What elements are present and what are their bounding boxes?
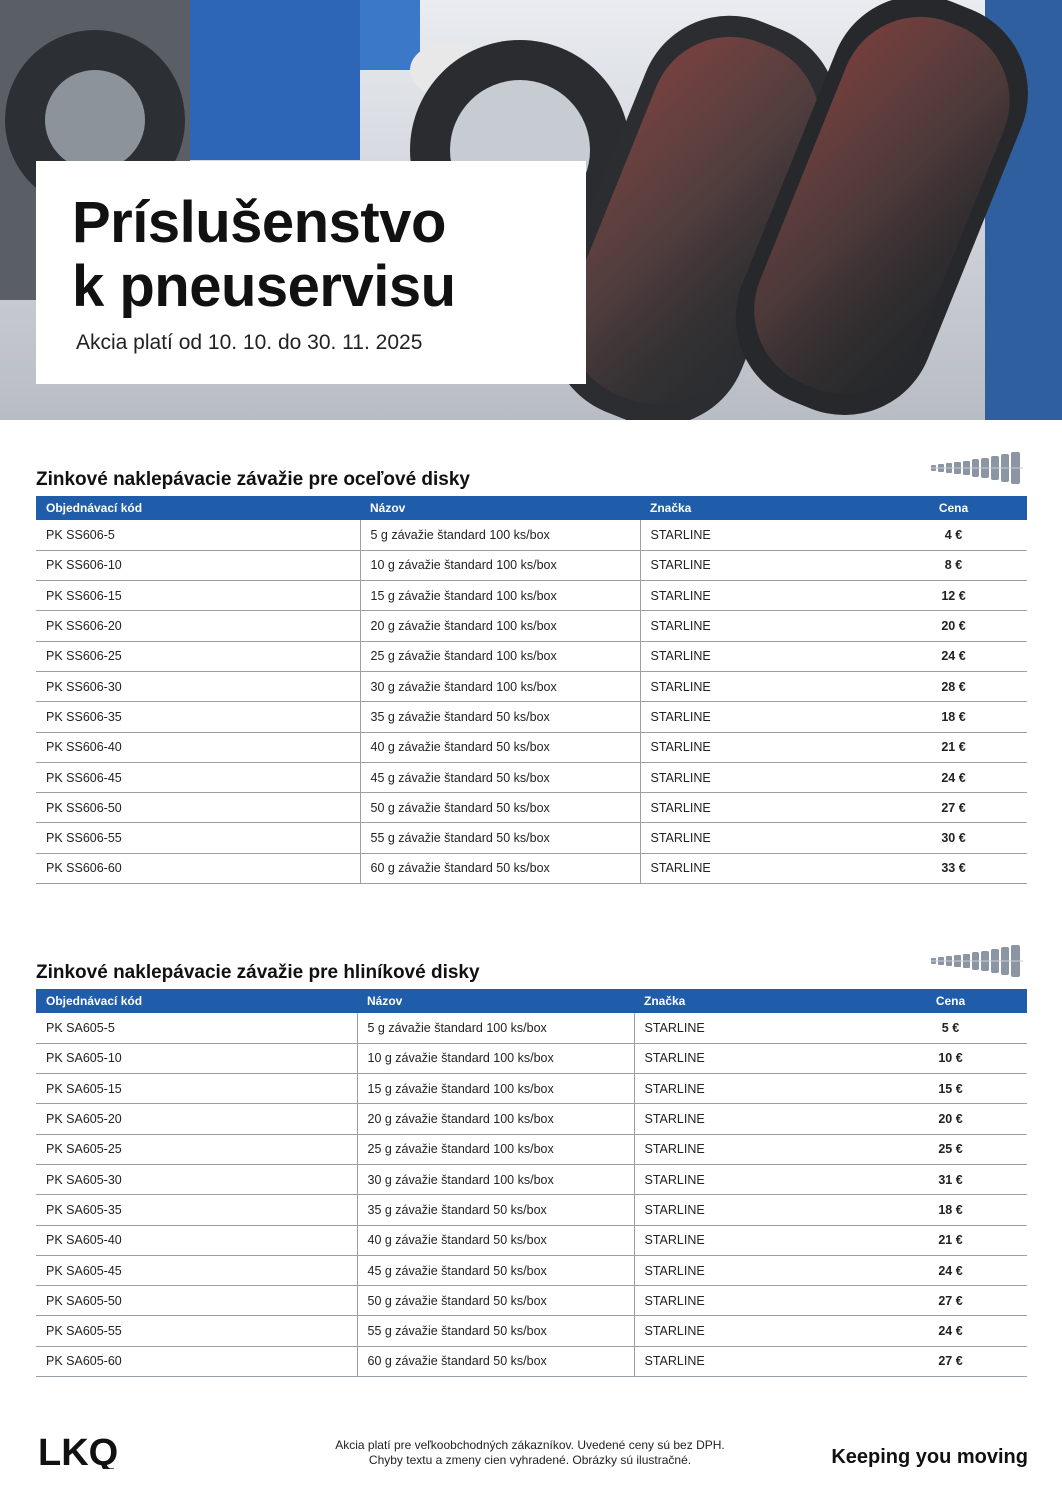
brand-cell: STARLINE xyxy=(634,1043,874,1073)
product-name-cell: 30 g závažie štandard 100 ks/box xyxy=(357,1164,634,1194)
product-name-cell: 55 g závažie štandard 50 ks/box xyxy=(357,1316,634,1346)
price-cell: 18 € xyxy=(880,702,1027,732)
table-row xyxy=(36,611,1027,641)
table-header-row xyxy=(36,989,1027,1013)
wheel-weights-icon xyxy=(931,943,1027,979)
table-row xyxy=(36,793,1027,823)
table-row xyxy=(36,1225,1027,1255)
product-name-cell: 30 g závažie štandard 100 ks/box xyxy=(360,671,640,701)
table-row xyxy=(36,702,1027,732)
brand-cell: STARLINE xyxy=(640,732,880,762)
product-name-cell: 10 g závažie štandard 100 ks/box xyxy=(357,1043,634,1073)
product-name-cell: 60 g závažie štandard 50 ks/box xyxy=(360,853,640,883)
order-code-cell: PK SA605-60 xyxy=(36,1346,357,1376)
product-name-cell: 15 g závažie štandard 100 ks/box xyxy=(357,1074,634,1104)
product-name-cell: 25 g závažie štandard 100 ks/box xyxy=(360,641,640,671)
product-name-cell: 45 g závažie štandard 50 ks/box xyxy=(357,1255,634,1285)
table-row xyxy=(36,1164,1027,1194)
order-code-cell: PK SS606-55 xyxy=(36,823,360,853)
disclaimer-line-1: Akcia platí pre veľkoobchodných zákazníkov. Uvedené ceny sú bez DPH. xyxy=(335,1438,725,1452)
price-cell: 30 € xyxy=(880,823,1027,853)
order-code-cell: PK SA605-55 xyxy=(36,1316,357,1346)
order-code-cell: PK SS606-35 xyxy=(36,702,360,732)
product-name-cell: 5 g závažie štandard 100 ks/box xyxy=(357,1013,634,1043)
table-row xyxy=(36,641,1027,671)
brand-cell: STARLINE xyxy=(634,1164,874,1194)
header-brand: Značka xyxy=(634,989,874,1013)
brand-cell: STARLINE xyxy=(634,1134,874,1164)
table-row xyxy=(36,581,1027,611)
table-header-row xyxy=(36,496,1027,520)
table-row xyxy=(36,671,1027,701)
table-row xyxy=(36,550,1027,580)
order-code-cell: PK SS606-40 xyxy=(36,732,360,762)
order-code-cell: PK SA605-50 xyxy=(36,1286,357,1316)
price-table-aluminium xyxy=(36,989,1027,1377)
product-name-cell: 15 g závažie štandard 100 ks/box xyxy=(360,581,640,611)
header-code: Objednávací kód xyxy=(36,496,360,520)
product-name-cell: 35 g závažie štandard 50 ks/box xyxy=(360,702,640,732)
brand-cell: STARLINE xyxy=(634,1104,874,1134)
order-code-cell: PK SA605-45 xyxy=(36,1255,357,1285)
order-code-cell: PK SA605-30 xyxy=(36,1164,357,1194)
price-cell: 25 € xyxy=(874,1134,1027,1164)
product-name-cell: 10 g závažie štandard 100 ks/box xyxy=(360,550,640,580)
footer-disclaimer xyxy=(240,1438,820,1468)
brand-cell: STARLINE xyxy=(640,641,880,671)
order-code-cell: PK SA605-10 xyxy=(36,1043,357,1073)
brand-cell: STARLINE xyxy=(634,1013,874,1043)
order-code-cell: PK SA605-35 xyxy=(36,1195,357,1225)
brand-cell: STARLINE xyxy=(634,1346,874,1376)
table-row xyxy=(36,1013,1027,1043)
price-cell: 20 € xyxy=(874,1104,1027,1134)
header-name: Názov xyxy=(357,989,634,1013)
header-code: Objednávací kód xyxy=(36,989,357,1013)
section-title: Zinkové naklepávacie závažie pre hliníkové disky xyxy=(36,962,480,983)
price-cell: 24 € xyxy=(880,762,1027,792)
brand-cell: STARLINE xyxy=(634,1255,874,1285)
section-title: Zinkové naklepávacie závažie pre oceľové disky xyxy=(36,469,470,490)
price-cell: 4 € xyxy=(880,520,1027,550)
order-code-cell: PK SA605-20 xyxy=(36,1104,357,1134)
table-row xyxy=(36,732,1027,762)
brand-cell: STARLINE xyxy=(640,611,880,641)
price-table-steel xyxy=(36,496,1027,884)
product-name-cell: 50 g závažie štandard 50 ks/box xyxy=(357,1286,634,1316)
product-name-cell: 35 g závažie štandard 50 ks/box xyxy=(357,1195,634,1225)
order-code-cell: PK SA605-5 xyxy=(36,1013,357,1043)
brand-cell: STARLINE xyxy=(640,762,880,792)
brand-cell: STARLINE xyxy=(640,823,880,853)
brand-cell: STARLINE xyxy=(640,853,880,883)
product-name-cell: 20 g závažie štandard 100 ks/box xyxy=(357,1104,634,1134)
table-row xyxy=(36,1286,1027,1316)
price-cell: 8 € xyxy=(880,550,1027,580)
order-code-cell: PK SS606-30 xyxy=(36,671,360,701)
title-box xyxy=(36,161,586,384)
table-row xyxy=(36,1316,1027,1346)
brand-cell: STARLINE xyxy=(640,581,880,611)
order-code-cell: PK SS606-25 xyxy=(36,641,360,671)
table-row xyxy=(36,1346,1027,1376)
product-name-cell: 50 g závažie štandard 50 ks/box xyxy=(360,793,640,823)
order-code-cell: PK SS606-10 xyxy=(36,550,360,580)
table-row xyxy=(36,762,1027,792)
price-cell: 28 € xyxy=(880,671,1027,701)
table-row xyxy=(36,1074,1027,1104)
title-line-2: k pneuservisu xyxy=(72,254,456,319)
price-cell: 5 € xyxy=(874,1013,1027,1043)
table-row xyxy=(36,1195,1027,1225)
logo-text: LKQ xyxy=(38,1435,119,1469)
hero-banner xyxy=(0,0,1062,420)
product-name-cell: 5 g závažie štandard 100 ks/box xyxy=(360,520,640,550)
price-cell: 12 € xyxy=(880,581,1027,611)
table-row xyxy=(36,1043,1027,1073)
title-line-1: Príslušenstvo xyxy=(72,190,446,255)
product-name-cell: 60 g závažie štandard 50 ks/box xyxy=(357,1346,634,1376)
price-cell: 21 € xyxy=(880,732,1027,762)
brand-cell: STARLINE xyxy=(634,1286,874,1316)
brand-cell: STARLINE xyxy=(640,702,880,732)
table-row xyxy=(36,1104,1027,1134)
page-title xyxy=(72,191,456,319)
order-code-cell: PK SS606-15 xyxy=(36,581,360,611)
order-code-cell: PK SS606-45 xyxy=(36,762,360,792)
product-name-cell: 40 g závažie štandard 50 ks/box xyxy=(360,732,640,762)
brand-cell: STARLINE xyxy=(640,520,880,550)
promo-validity: Akcia platí od 10. 10. do 30. 11. 2025 xyxy=(76,331,423,354)
lkq-logo xyxy=(38,1435,160,1474)
brand-cell: STARLINE xyxy=(640,671,880,701)
disclaimer-line-2: Chyby textu a zmeny cien vyhradené. Obrázky sú ilustračné. xyxy=(368,1453,692,1467)
order-code-cell: PK SS606-60 xyxy=(36,853,360,883)
brand-cell: STARLINE xyxy=(640,550,880,580)
header-price: Cena xyxy=(874,989,1027,1013)
header-price: Cena xyxy=(880,496,1027,520)
product-name-cell: 55 g závažie štandard 50 ks/box xyxy=(360,823,640,853)
price-cell: 27 € xyxy=(874,1286,1027,1316)
price-cell: 27 € xyxy=(874,1346,1027,1376)
order-code-cell: PK SS606-20 xyxy=(36,611,360,641)
brand-cell: STARLINE xyxy=(634,1074,874,1104)
product-name-cell: 20 g závažie štandard 100 ks/box xyxy=(360,611,640,641)
price-cell: 33 € xyxy=(880,853,1027,883)
order-code-cell: PK SA605-40 xyxy=(36,1225,357,1255)
order-code-cell: PK SS606-5 xyxy=(36,520,360,550)
table-row xyxy=(36,1255,1027,1285)
brand-cell: STARLINE xyxy=(640,793,880,823)
product-name-cell: 45 g závažie štandard 50 ks/box xyxy=(360,762,640,792)
table-row xyxy=(36,1134,1027,1164)
brand-cell: STARLINE xyxy=(634,1316,874,1346)
price-cell: 24 € xyxy=(880,641,1027,671)
price-cell: 10 € xyxy=(874,1043,1027,1073)
order-code-cell: PK SS606-50 xyxy=(36,793,360,823)
order-code-cell: PK SA605-25 xyxy=(36,1134,357,1164)
table-row xyxy=(36,823,1027,853)
brand-cell: STARLINE xyxy=(634,1195,874,1225)
price-cell: 20 € xyxy=(880,611,1027,641)
product-name-cell: 25 g závažie štandard 100 ks/box xyxy=(357,1134,634,1164)
price-cell: 31 € xyxy=(874,1164,1027,1194)
header-name: Názov xyxy=(360,496,640,520)
table-row xyxy=(36,520,1027,550)
price-cell: 15 € xyxy=(874,1074,1027,1104)
price-cell: 18 € xyxy=(874,1195,1027,1225)
header-brand: Značka xyxy=(640,496,880,520)
price-cell: 24 € xyxy=(874,1255,1027,1285)
price-cell: 21 € xyxy=(874,1225,1027,1255)
table-row xyxy=(36,853,1027,883)
wheel-weights-icon xyxy=(931,450,1027,486)
price-cell: 27 € xyxy=(880,793,1027,823)
brand-cell: STARLINE xyxy=(634,1225,874,1255)
price-cell: 24 € xyxy=(874,1316,1027,1346)
order-code-cell: PK SA605-15 xyxy=(36,1074,357,1104)
product-name-cell: 40 g závažie štandard 50 ks/box xyxy=(357,1225,634,1255)
tagline: Keeping you moving xyxy=(831,1446,1028,1468)
